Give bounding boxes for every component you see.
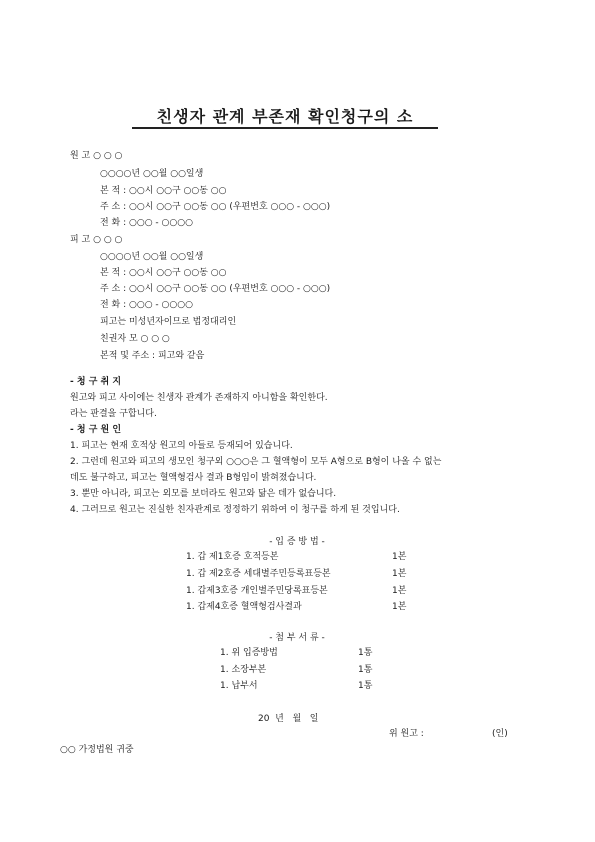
evidence-item-qty: 1본 — [392, 552, 407, 562]
claim-cause-line: 1. 피고는 현재 호적상 원고의 아들로 등재되어 있습니다. — [70, 441, 293, 451]
evidence-item-qty: 1본 — [392, 602, 407, 612]
evidence-item-name: 1. 갑제3호증 개인별주민당록표등본 — [186, 586, 328, 596]
attachment-item-name: 1. 납부서 — [220, 681, 258, 691]
evidence-item-name: 1. 갑 제1호증 호적등본 — [186, 552, 279, 562]
plaintiff-header: 원 고 ○ ○ ○ — [70, 151, 123, 161]
claim-purpose-line: 원고와 피고 사이에는 친생자 관계가 존재하지 아니함을 확인한다. — [70, 393, 328, 403]
attachment-item-qty: 1통 — [358, 665, 373, 675]
document-title: 친생자 관계 부존재 확인청구의 소 — [156, 107, 414, 126]
court-addressee: ○○ 가정법원 귀중 — [60, 745, 134, 755]
defendant-minor-note: 피고는 미성년자이므로 법정대리인 — [100, 317, 237, 327]
plaintiff-address: 주 소 : ○○시 ○○구 ○○동 ○○ (우편번호 ○○○ - ○○○) — [100, 202, 331, 212]
plaintiff-phone: 전 화 : ○○○ - ○○○○ — [100, 218, 193, 228]
attachment-item-qty: 1통 — [358, 648, 373, 658]
defendant-guardian-address: 본적 및 주소 : 피고와 같음 — [100, 351, 205, 361]
title-underline — [132, 127, 438, 129]
attachment-item-qty: 1통 — [358, 681, 373, 691]
evidence-item-qty: 1본 — [392, 569, 407, 579]
claim-cause-line: 4. 그러므로 원고는 진실한 친자관계로 정정하기 위하여 이 청구를 하게 된 것입니다. — [70, 505, 400, 515]
claim-purpose-heading: - 청 구 취 지 — [70, 377, 122, 387]
defendant-address: 주 소 : ○○시 ○○구 ○○동 ○○ (우편번호 ○○○ - ○○○) — [100, 284, 331, 294]
title-block — [132, 104, 438, 127]
plaintiff-birth: ○○○○년 ○○월 ○○일생 — [100, 169, 204, 179]
defendant-registered-domicile: 본 적 : ○○시 ○○구 ○○동 ○○ — [100, 268, 227, 278]
defendant-birth: ○○○○년 ○○월 ○○일생 — [100, 252, 204, 262]
defendant-guardian: 친권자 모 ○ ○ ○ — [100, 334, 170, 344]
plaintiff-registered-domicile: 본 적 : ○○시 ○○구 ○○동 ○○ — [100, 186, 227, 196]
signature-label: 위 원고 : — [389, 729, 424, 739]
attachments-heading: - 첨 부 서 류 - — [269, 633, 325, 643]
claim-cause-line: 2. 그런데 원고와 피고의 생모인 청구외 ○○○은 그 혈액형이 모두 A형으로 B형이 나올 수 없는 — [70, 457, 442, 467]
defendant-header: 피 고 ○ ○ ○ — [70, 235, 123, 245]
filing-date: 20 년 월 일 — [258, 714, 319, 724]
claim-cause-line: 3. 뿐만 아니라, 피고는 외모를 보더라도 원고와 닮은 데가 없습니다. — [70, 489, 337, 499]
evidence-item-name: 1. 갑제4호증 혈액형검사결과 — [186, 602, 302, 612]
evidence-item-qty: 1본 — [392, 586, 407, 596]
attachment-item-name: 1. 소장부본 — [220, 665, 267, 675]
claim-cause-heading: - 청 구 원 인 — [70, 425, 122, 435]
evidence-item-name: 1. 갑 제2호증 세대별주민등록표등본 — [186, 569, 331, 579]
claim-cause-line: 데도 불구하고, 피고는 혈액형검사 결과 B형임이 밝혀졌습니다. — [70, 473, 317, 483]
seal-mark: (인) — [492, 729, 508, 739]
claim-purpose-line: 라는 판결을 구합니다. — [70, 409, 157, 419]
attachment-item-name: 1. 위 입증방법 — [220, 648, 278, 658]
evidence-heading: - 입 증 방 법 - — [269, 537, 325, 547]
defendant-phone: 전 화 : ○○○ - ○○○○ — [100, 300, 193, 310]
